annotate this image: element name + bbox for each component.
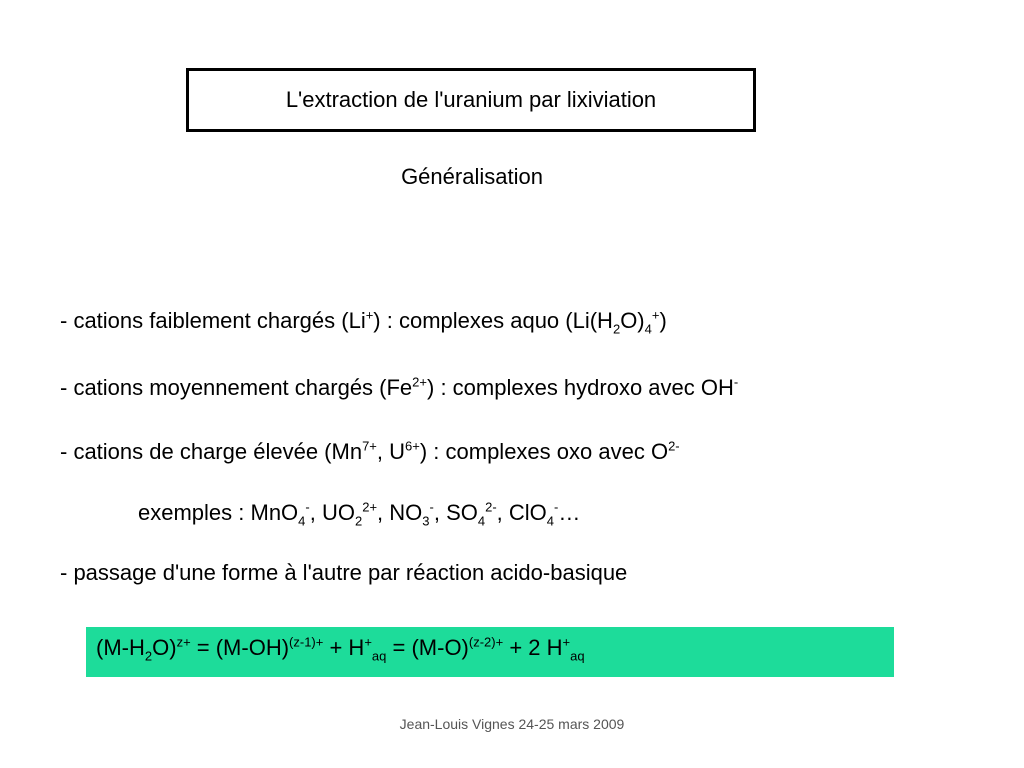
slide-subtitle: Généralisation [401,164,543,189]
slide-title-box [186,68,756,132]
bullet-line-weak-cations: - cations faiblement chargés (Li+) : complexes aquo $(Li(H_2O)_4^+)$ [60,307,667,337]
examples-line: exemples : MnO$_4$-, $UO_2^{2+}$, $NO_3^-$, $SO_4^{2-}$, ClO$_4$-… [138,499,581,529]
bullet-line-high-cations: - cations de charge élevée ($Mn^{7+}$, $U^{6+}$) : complexes oxo avec $O^{2-}$ [60,438,680,464]
slide-footer: Jean-Louis Vignes 24-25 mars 2009 [399,716,625,732]
slide-title: L'extraction de l'uranium par lixiviation [285,87,657,112]
equation-box: $(M-H_2O)^{z+} = (M-OH)^{(z-1)+} + H^+_{aq} = (M-O)^{(z-2)+} + 2$ $H^+_{aq}$ [86,627,894,677]
bullet-line-acid-base: - passage d'une forme à l'autre par réaction acido-basique [60,560,628,585]
bullet-line-medium-cations: - cations moyennement chargés $(Fe^{2+})$ : complexes hydroxo avec OH- [60,374,739,400]
